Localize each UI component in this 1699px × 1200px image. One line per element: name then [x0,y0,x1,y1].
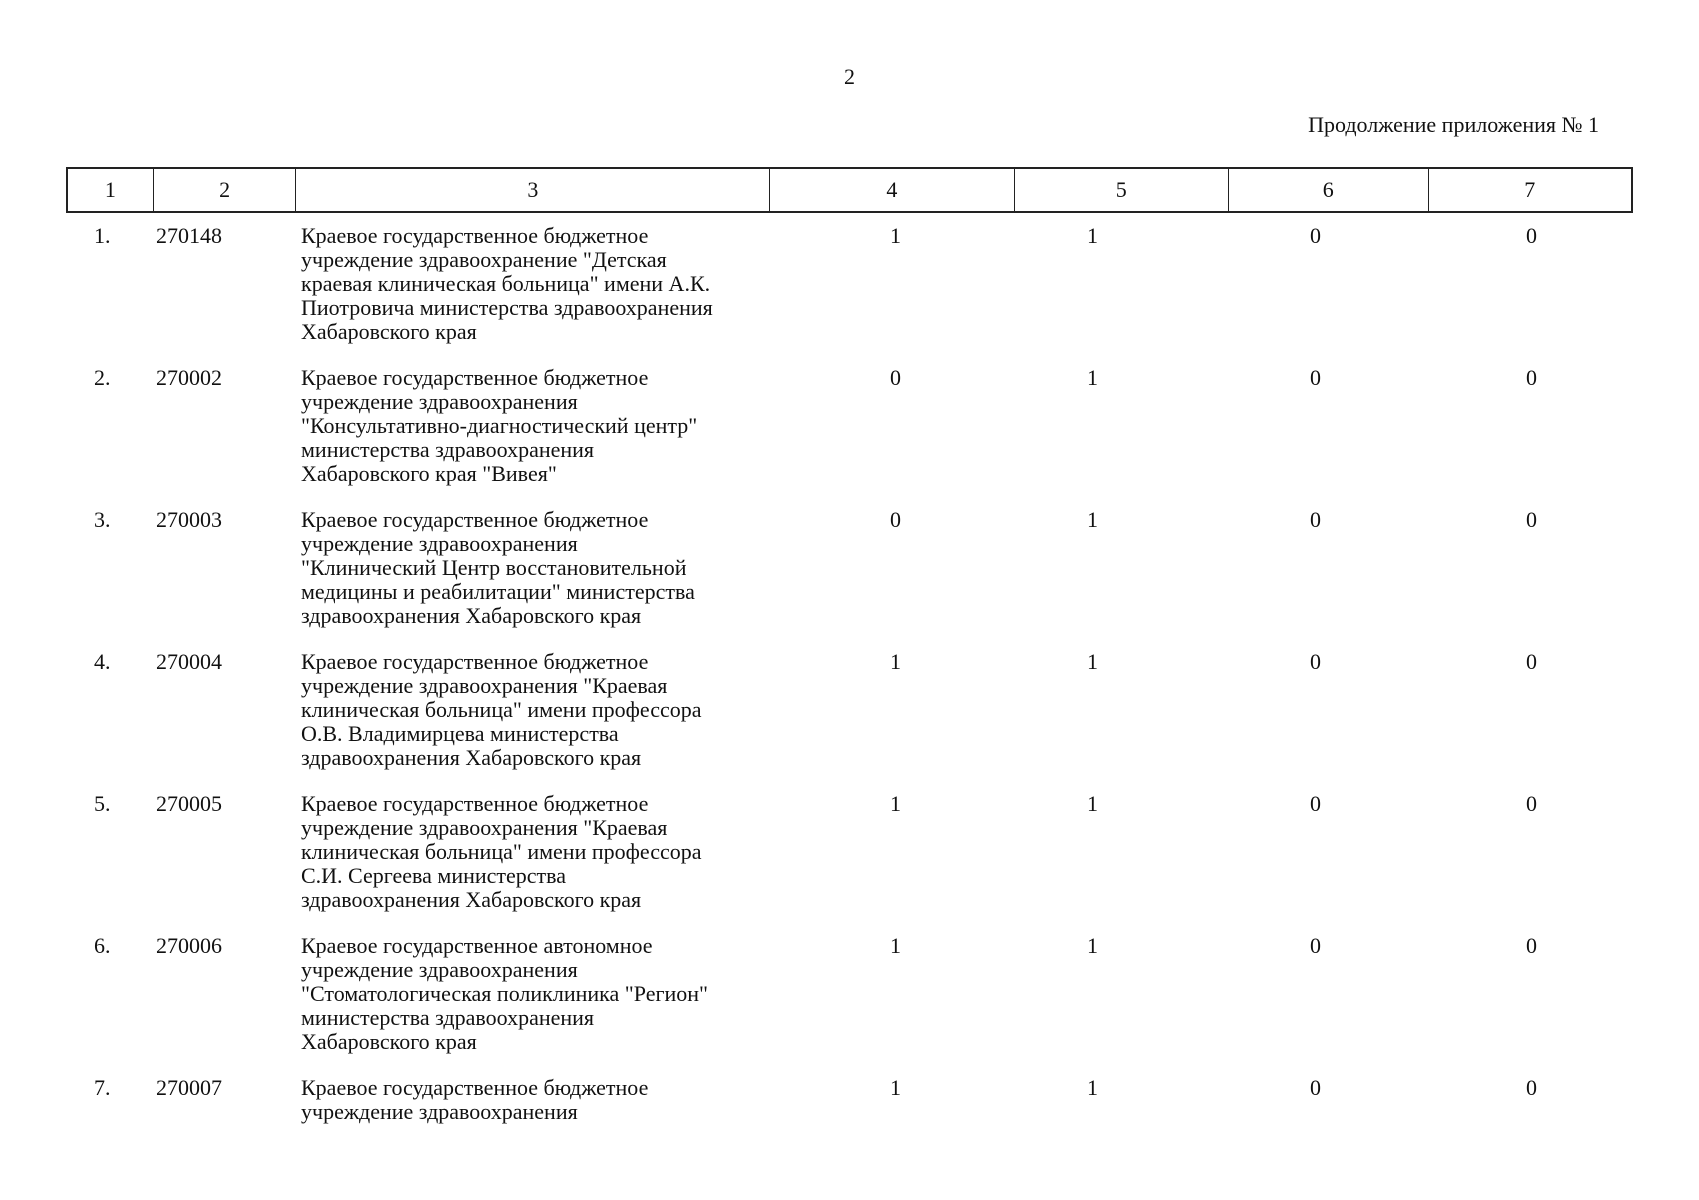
row-number: 1. [94,223,111,248]
col-6-value: 0 [1310,1075,1321,1100]
col-5-value: 1 [1087,933,1098,958]
institution-code: 270007 [156,1075,222,1100]
table-row [66,932,1633,1074]
table-body [66,222,1633,1154]
header-col-3: 3 [296,169,770,211]
col-5-value: 1 [1087,365,1098,390]
institution-name: Краевое государственное бюджетное учреждение здравоохранения "Краевая клиническая больница" имени профессора С.И. Сергеева министерства здравоохранения Хабаровского края [301,791,702,912]
col-4-value: 1 [890,933,901,958]
table-row [66,1074,1633,1154]
header-col-1: 1 [68,169,154,211]
col-7-value: 0 [1526,649,1537,674]
header-col-5: 5 [1015,169,1229,211]
header-col-6: 6 [1229,169,1428,211]
row-number: 7. [94,1075,111,1100]
row-number: 3. [94,507,111,532]
col-5-value: 1 [1087,791,1098,816]
col-6-value: 0 [1310,649,1321,674]
institution-name: Краевое государственное бюджетное учреждение здравоохранения "Консультативно-диагностический центр" министерства здравоохранения Хабаровского края "Вивея" [301,365,698,486]
col-5-value: 1 [1087,223,1098,248]
row-number: 4. [94,649,111,674]
col-4-value: 1 [890,223,901,248]
institution-name: Краевое государственное автономное учреждение здравоохранения "Стоматологическая поликлиника "Регион" министерства здравоохранения Хабаровского края [301,933,709,1054]
col-7-value: 0 [1526,223,1537,248]
institution-code: 270002 [156,365,222,390]
page-number: 2 [844,64,855,89]
header-col-4: 4 [770,169,1014,211]
col-4-value: 0 [890,507,901,532]
table-row [66,648,1633,790]
column-number-header [66,167,1633,213]
col-7-value: 0 [1526,365,1537,390]
col-7-value: 0 [1526,791,1537,816]
col-6-value: 0 [1310,223,1321,248]
col-5-value: 1 [1087,1075,1098,1100]
institution-name: Краевое государственное бюджетное учреждение здравоохранения [301,1075,649,1124]
institution-name: Краевое государственное бюджетное учреждение здравоохранение "Детская краевая клиническая больница" имени А.К. Пиотровича министерства здравоохранения Хабаровского края [301,223,713,344]
row-number: 6. [94,933,111,958]
table-row [66,364,1633,506]
col-6-value: 0 [1310,933,1321,958]
institution-code: 270006 [156,933,222,958]
col-6-value: 0 [1310,507,1321,532]
header-col-7: 7 [1524,177,1536,202]
col-7-value: 0 [1526,1075,1537,1100]
institution-code: 270004 [156,649,222,674]
table-row [66,222,1633,364]
table-row [66,790,1633,932]
col-7-value: 0 [1526,507,1537,532]
row-number: 5. [94,791,111,816]
continuation-label: Продолжение приложения № 1 [1308,112,1599,137]
col-5-value: 1 [1087,649,1098,674]
col-7-value: 0 [1526,933,1537,958]
col-4-value: 1 [890,791,901,816]
col-5-value: 1 [1087,507,1098,532]
table-row [66,506,1633,648]
row-number: 2. [94,365,111,390]
institution-code: 270148 [156,223,222,248]
institution-code: 270005 [156,791,222,816]
header-col-2: 2 [154,169,297,211]
col-4-value: 1 [890,1075,901,1100]
col-6-value: 0 [1310,365,1321,390]
col-6-value: 0 [1310,791,1321,816]
col-4-value: 1 [890,649,901,674]
institution-name: Краевое государственное бюджетное учреждение здравоохранения "Клинический Центр восстановительной медицины и реабилитации" министерства здравоохранения Хабаровского края [301,507,695,628]
institution-name: Краевое государственное бюджетное учреждение здравоохранения "Краевая клиническая больница" имени профессора О.В. Владимирцева министерства здравоохранения Хабаровского края [301,649,702,770]
institution-code: 270003 [156,507,222,532]
col-4-value: 0 [890,365,901,390]
